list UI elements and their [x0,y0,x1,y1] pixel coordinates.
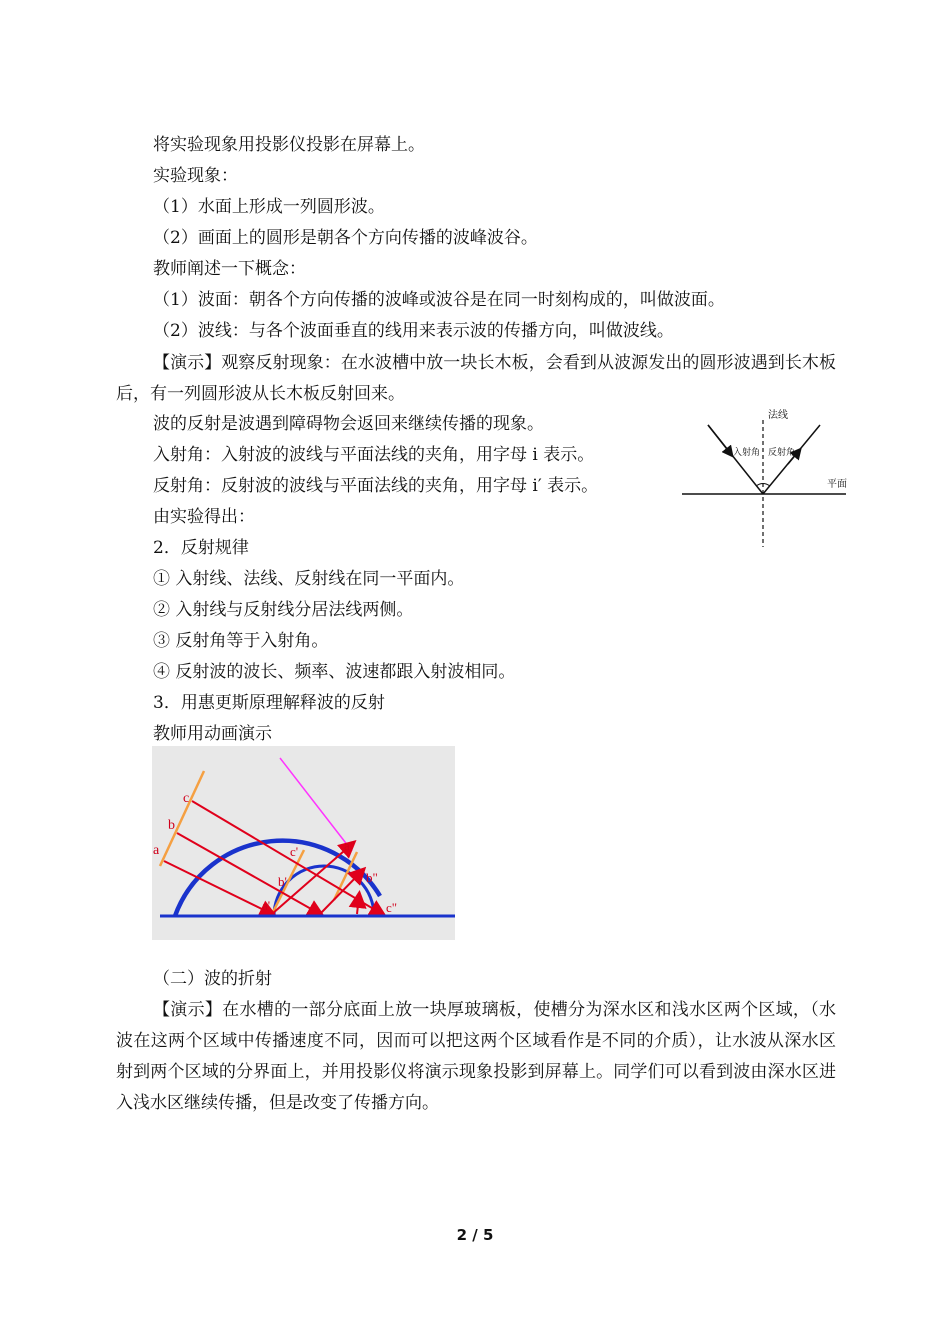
demo-refraction-paragraph: 【演示】在水槽的一部分底面上放一块厚玻璃板，使槽分为深水区和浅水区两个区域，（水波在这两个区域中传播速度不同，因而可以把这两个区域看作是不同的介质），让水波从深水区射到两个区域的分界面上，并用投影仪将演示现象投影到屏幕上。同学们可以看到波由深水区进入浅水区继续传播，但是改变了传播方向。 [116,1000,836,1113]
text-line: 将实验现象用投影仪投影在屏幕上。 [153,135,425,155]
text-line: ② 入射线与反射线分居法线两侧。 [153,600,414,620]
huygens-reflection-figure [152,746,455,940]
text-line: 入射角：入射波的波线与平面法线的夹角，用字母 i 表示。 [153,445,595,465]
text-line: ③ 反射角等于入射角。 [153,631,329,651]
label-a: a [153,843,160,858]
text-line: 教师阐述一下概念： [153,259,306,279]
label-a-double: a" [344,838,356,853]
text-line: 教师用动画演示 [153,724,272,744]
text-line: 3．用惠更斯原理解释波的反射 [153,693,385,713]
reflection-diagram [680,405,850,550]
text-line: ① 入射线、法线、反射线在同一平面内。 [153,569,465,589]
label-c-prime: c' [290,844,299,859]
text-line: 实验现象： [153,166,238,186]
incident-angle-label: 入射角 [733,447,761,457]
text-line: （1）波面：朝各个方向传播的波峰或波谷是在同一时刻构成的，叫做波面。 [153,290,725,310]
section-heading: （二）波的折射 [153,969,272,989]
reflect-angle-label: 反射角 [768,447,796,457]
text-line: （1）水面上形成一列圆形波。 [153,197,385,217]
text-line: 2．反射规律 [153,538,249,558]
label-b-double: b" [366,870,378,885]
text-line: （2）波线：与各个波面垂直的线用来表示波的传播方向，叫做波线。 [153,321,674,341]
label-c-double: c" [386,900,398,915]
label-c: c [183,791,190,806]
demo-reflection-paragraph: 【演示】观察反射现象：在水波槽中放一块长木板，会看到从波源发出的圆形波遇到长木板后，有一列圆形波从长木板反射回来。 [116,353,836,404]
page-number: 2 / 5 [456,1226,494,1244]
text-line: （2）画面上的圆形是朝各个方向传播的波峰波谷。 [153,228,538,248]
text-line: 波的反射是波遇到障碍物会返回来继续传播的现象。 [153,414,544,434]
text-line: ④ 反射波的波长、频率、波速都跟入射波相同。 [153,662,516,682]
plane-label: 平面 [827,479,847,490]
text-line: 反射角：反射波的波线与平面法线的夹角，用字母 i′ 表示。 [153,476,599,496]
label-a-prime: a' [262,898,271,913]
normal-label: 法线 [768,410,788,421]
text-line: 由实验得出： [153,507,255,527]
label-b: b [168,818,175,833]
label-b-prime: b' [278,874,287,889]
